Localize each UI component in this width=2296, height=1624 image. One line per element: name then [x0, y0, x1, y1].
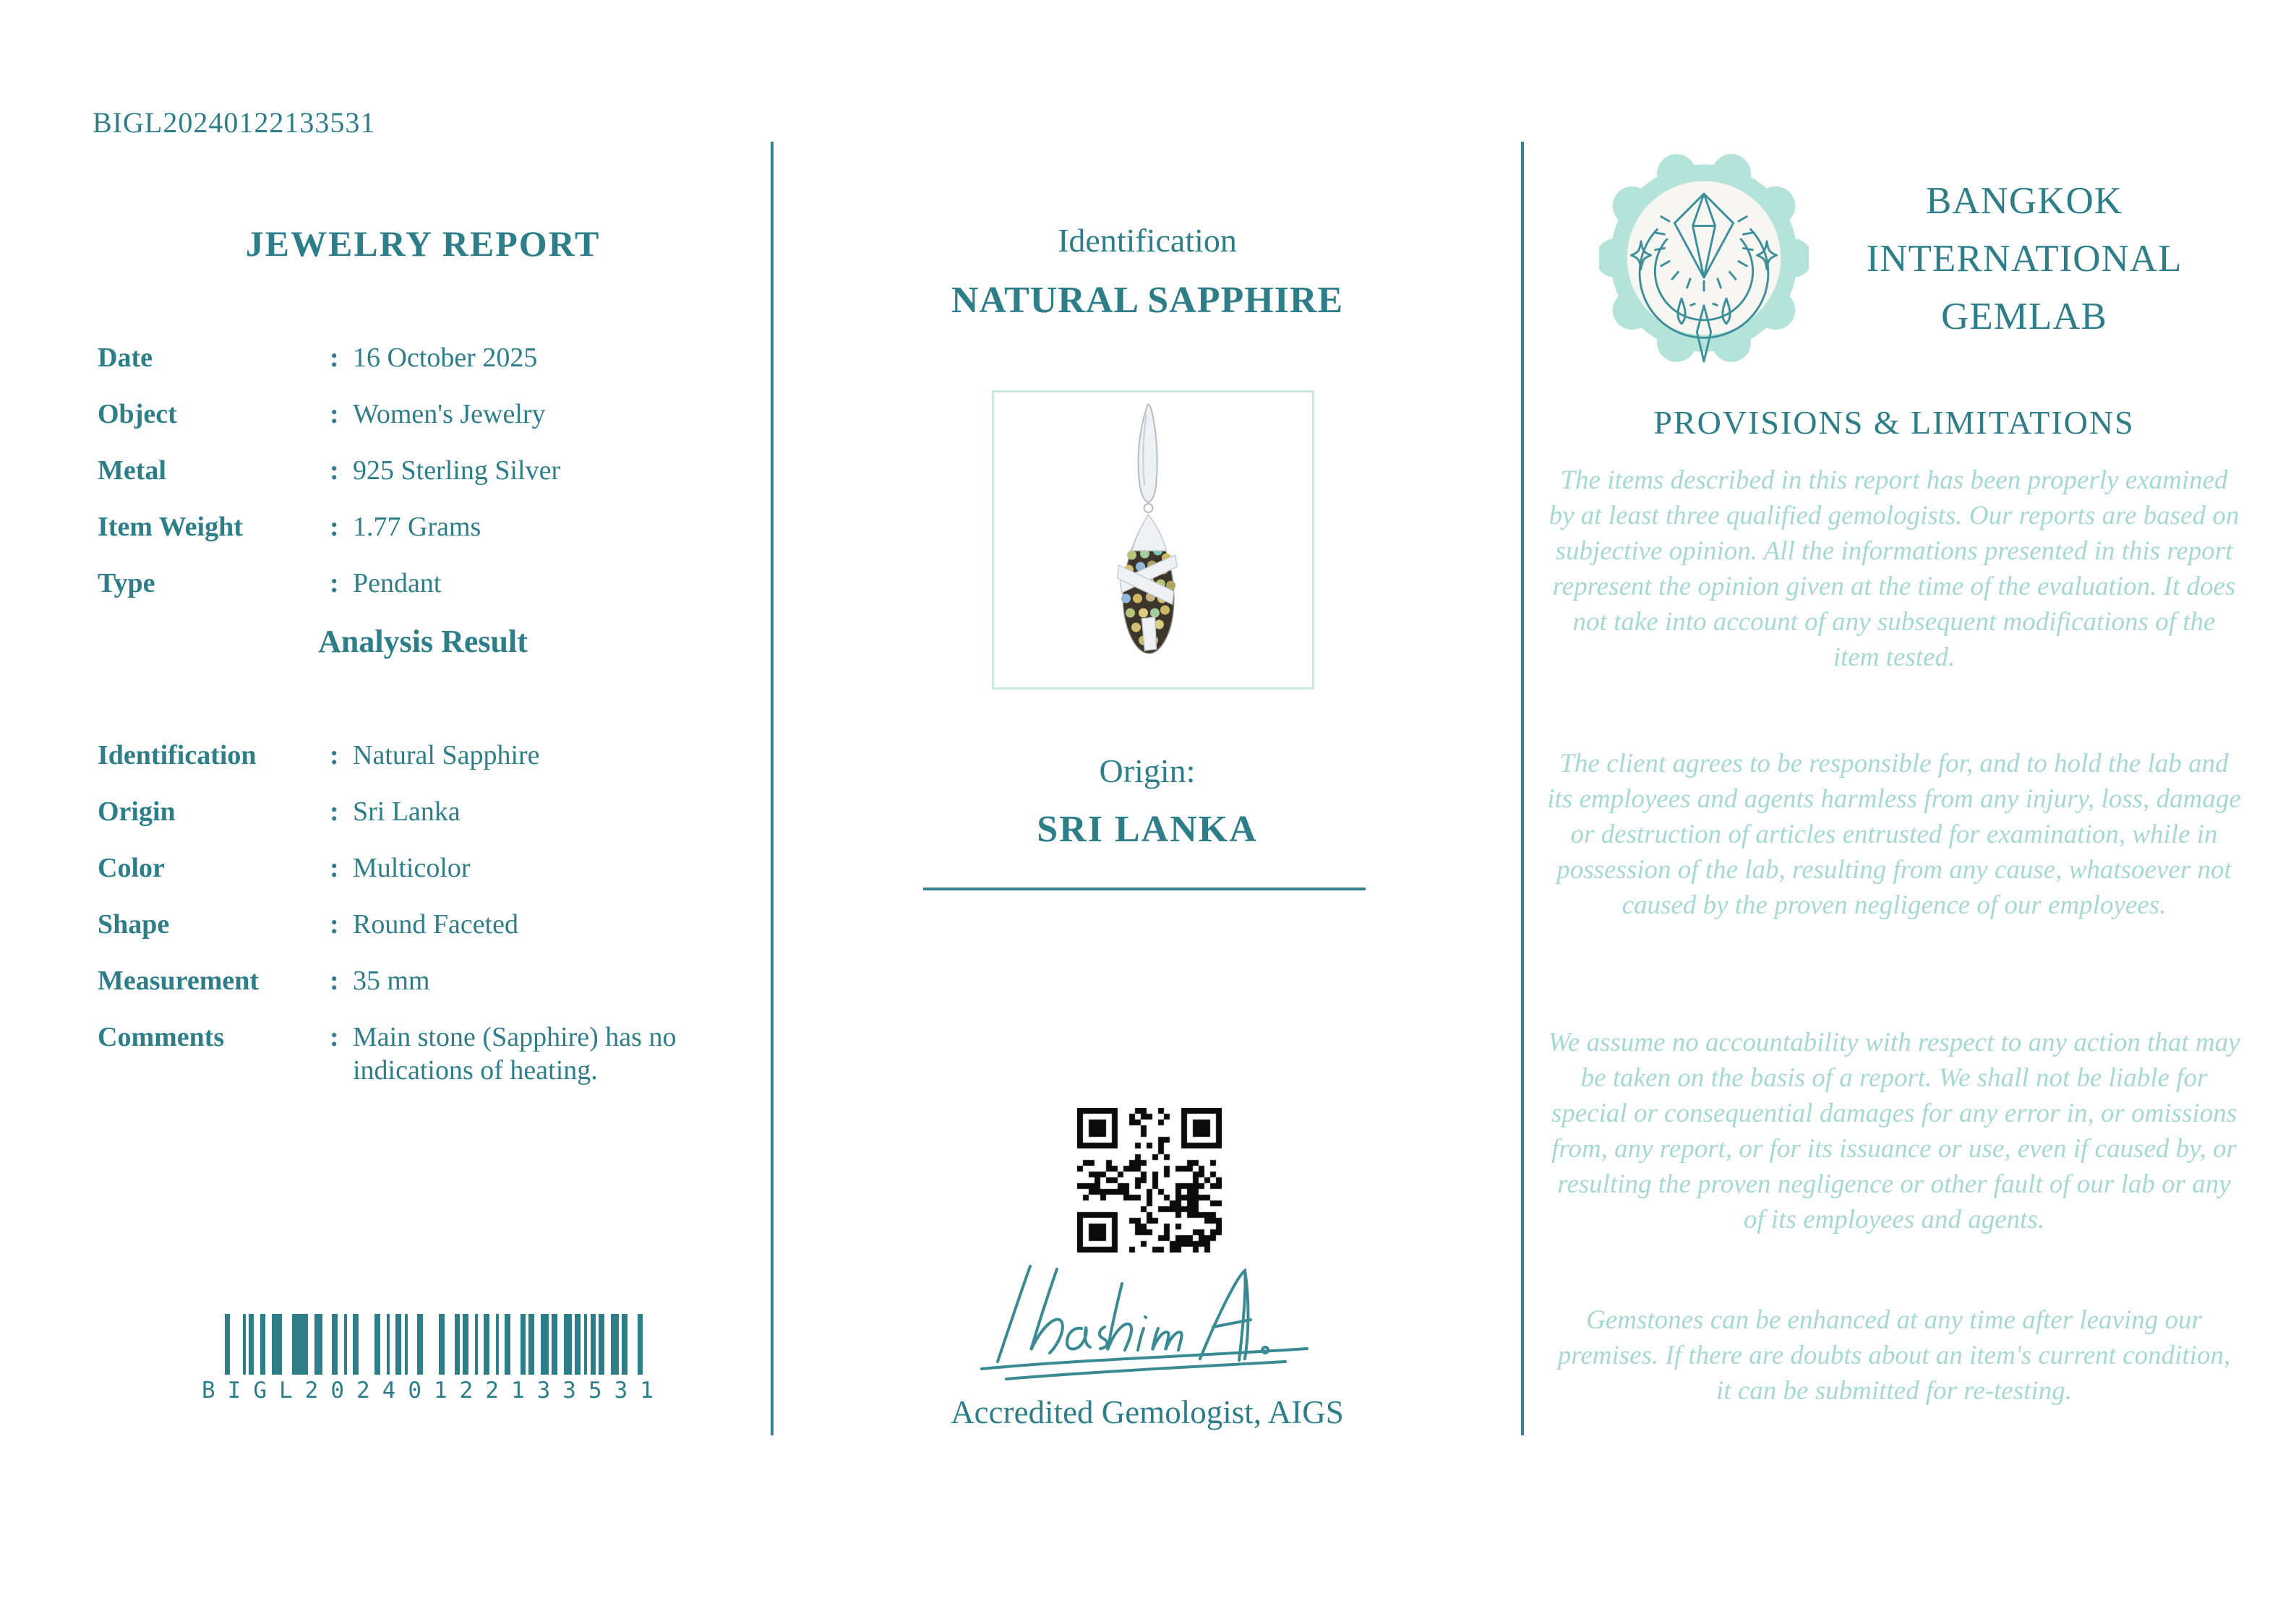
field-value: Pendant: [353, 568, 442, 598]
barcode-bars: [225, 1314, 643, 1375]
pendant-image: [1068, 399, 1238, 681]
lab-name-line: GEMLAB: [1941, 296, 2107, 338]
lab-name-line: BANGKOK: [1926, 180, 2122, 222]
field-label: Origin: [98, 796, 176, 827]
field-value: 1.77 Grams: [353, 512, 481, 542]
colon-separator: :: [330, 568, 339, 598]
field-row: [98, 398, 766, 431]
field-value: 925 Sterling Silver: [353, 455, 561, 486]
lab-name-line: INTERNATIONAL: [1866, 238, 2183, 280]
field-row: [98, 739, 766, 772]
field-value: 16 October 2025: [353, 343, 538, 373]
provisions-title: PROVISIONS & LIMITATIONS: [1653, 404, 2135, 441]
identification-section-title: Identification: [1058, 222, 1237, 259]
field-row: [98, 454, 766, 487]
field-row: [98, 1021, 766, 1087]
colon-separator: :: [330, 343, 339, 373]
origin-section-title: Origin:: [1099, 752, 1196, 789]
field-row: [98, 795, 766, 828]
field-label: Object: [98, 399, 177, 429]
item-details: [98, 341, 766, 623]
field-label: Measurement: [98, 966, 260, 996]
field-row: [98, 851, 766, 885]
origin-value: SRI LANKA: [1037, 809, 1258, 850]
field-label: Type: [98, 568, 155, 598]
field-label: Color: [98, 853, 165, 883]
field-value: Round Faceted: [353, 909, 519, 940]
signer-title: Accredited Gemologist, AIGS: [951, 1394, 1344, 1430]
report-number: BIGL20240122133531: [93, 106, 376, 139]
report-title: JEWELRY REPORT: [245, 223, 601, 264]
pendant-photo: [992, 390, 1314, 689]
field-value: 35 mm: [353, 966, 430, 996]
field-value: Women's Jewelry: [353, 399, 546, 429]
field-value: Natural Sapphire: [353, 740, 540, 770]
provisions-paragraph: The items described in this report has been properly examined by at least three qualified gemologists. Our reports are based on subjective opinion. All the informations presented in this report represent the opinion given at the time of the evaluation. It does not take into account of any subsequent modifications of the item tested.: [1548, 465, 2240, 672]
field-label: Comments: [98, 1022, 225, 1052]
qr-code: [1077, 1108, 1222, 1253]
provisions-paragraph: Gemstones can be enhanced at any time after leaving our premises. If there are doubts about an item's current condition, it can be submitted for re-testing.: [1557, 1305, 2231, 1406]
field-row: [98, 567, 766, 600]
field-row: [98, 964, 766, 997]
field-value: Main stone (Sapphire) has no indications of heating.: [353, 1022, 677, 1086]
field-row: [98, 510, 766, 544]
colon-separator: :: [330, 399, 339, 429]
barcode-text: BIGL20240122133531: [202, 1378, 666, 1404]
colon-separator: :: [330, 796, 339, 827]
field-value: Sri Lanka: [353, 796, 461, 827]
field-label: Metal: [98, 455, 166, 486]
lab-logo: [1599, 153, 1809, 363]
identification-value: NATURAL SAPPHIRE: [951, 280, 1344, 321]
field-label: Shape: [98, 909, 170, 940]
field-label: Date: [98, 343, 153, 373]
colon-separator: :: [330, 853, 339, 883]
provisions-paragraph: The client agrees to be responsible for, and to hold the lab and its employees and agents harmless from any injury, loss, damage or destruction of articles entrusted for examination, while in possession of the lab, resulting from any cause, whatsoever not caused by the proven negligence of our employees.: [1547, 749, 2241, 920]
field-label: Identification: [98, 740, 257, 770]
origin-divider: [923, 888, 1366, 890]
column-divider-right: [1521, 142, 1524, 1435]
provisions-paragraph: We assume no accountability with respect to any action that may be taken on the basis of a report. We shall not be liable for special or consequential damages for any error in, or omissions from, any report, or for its issuance or use, even if caused by, or resulting the proven negligence or other fault of our lab or any of its employees and agents.: [1548, 1028, 2240, 1234]
colon-separator: :: [330, 512, 339, 542]
field-value: Multicolor: [353, 853, 471, 883]
field-row: [98, 341, 766, 374]
field-label: Item Weight: [98, 512, 243, 542]
colon-separator: :: [330, 740, 339, 770]
analysis-details: [98, 739, 766, 1110]
barcode: [112, 1314, 755, 1404]
signature: [961, 1252, 1337, 1389]
analysis-result-title: Analysis Result: [318, 624, 528, 659]
colon-separator: :: [330, 455, 339, 486]
colon-separator: :: [330, 909, 339, 940]
colon-separator: :: [330, 966, 339, 996]
colon-separator: :: [330, 1022, 339, 1052]
lab-name: [1822, 172, 2227, 345]
field-row: [98, 908, 766, 941]
